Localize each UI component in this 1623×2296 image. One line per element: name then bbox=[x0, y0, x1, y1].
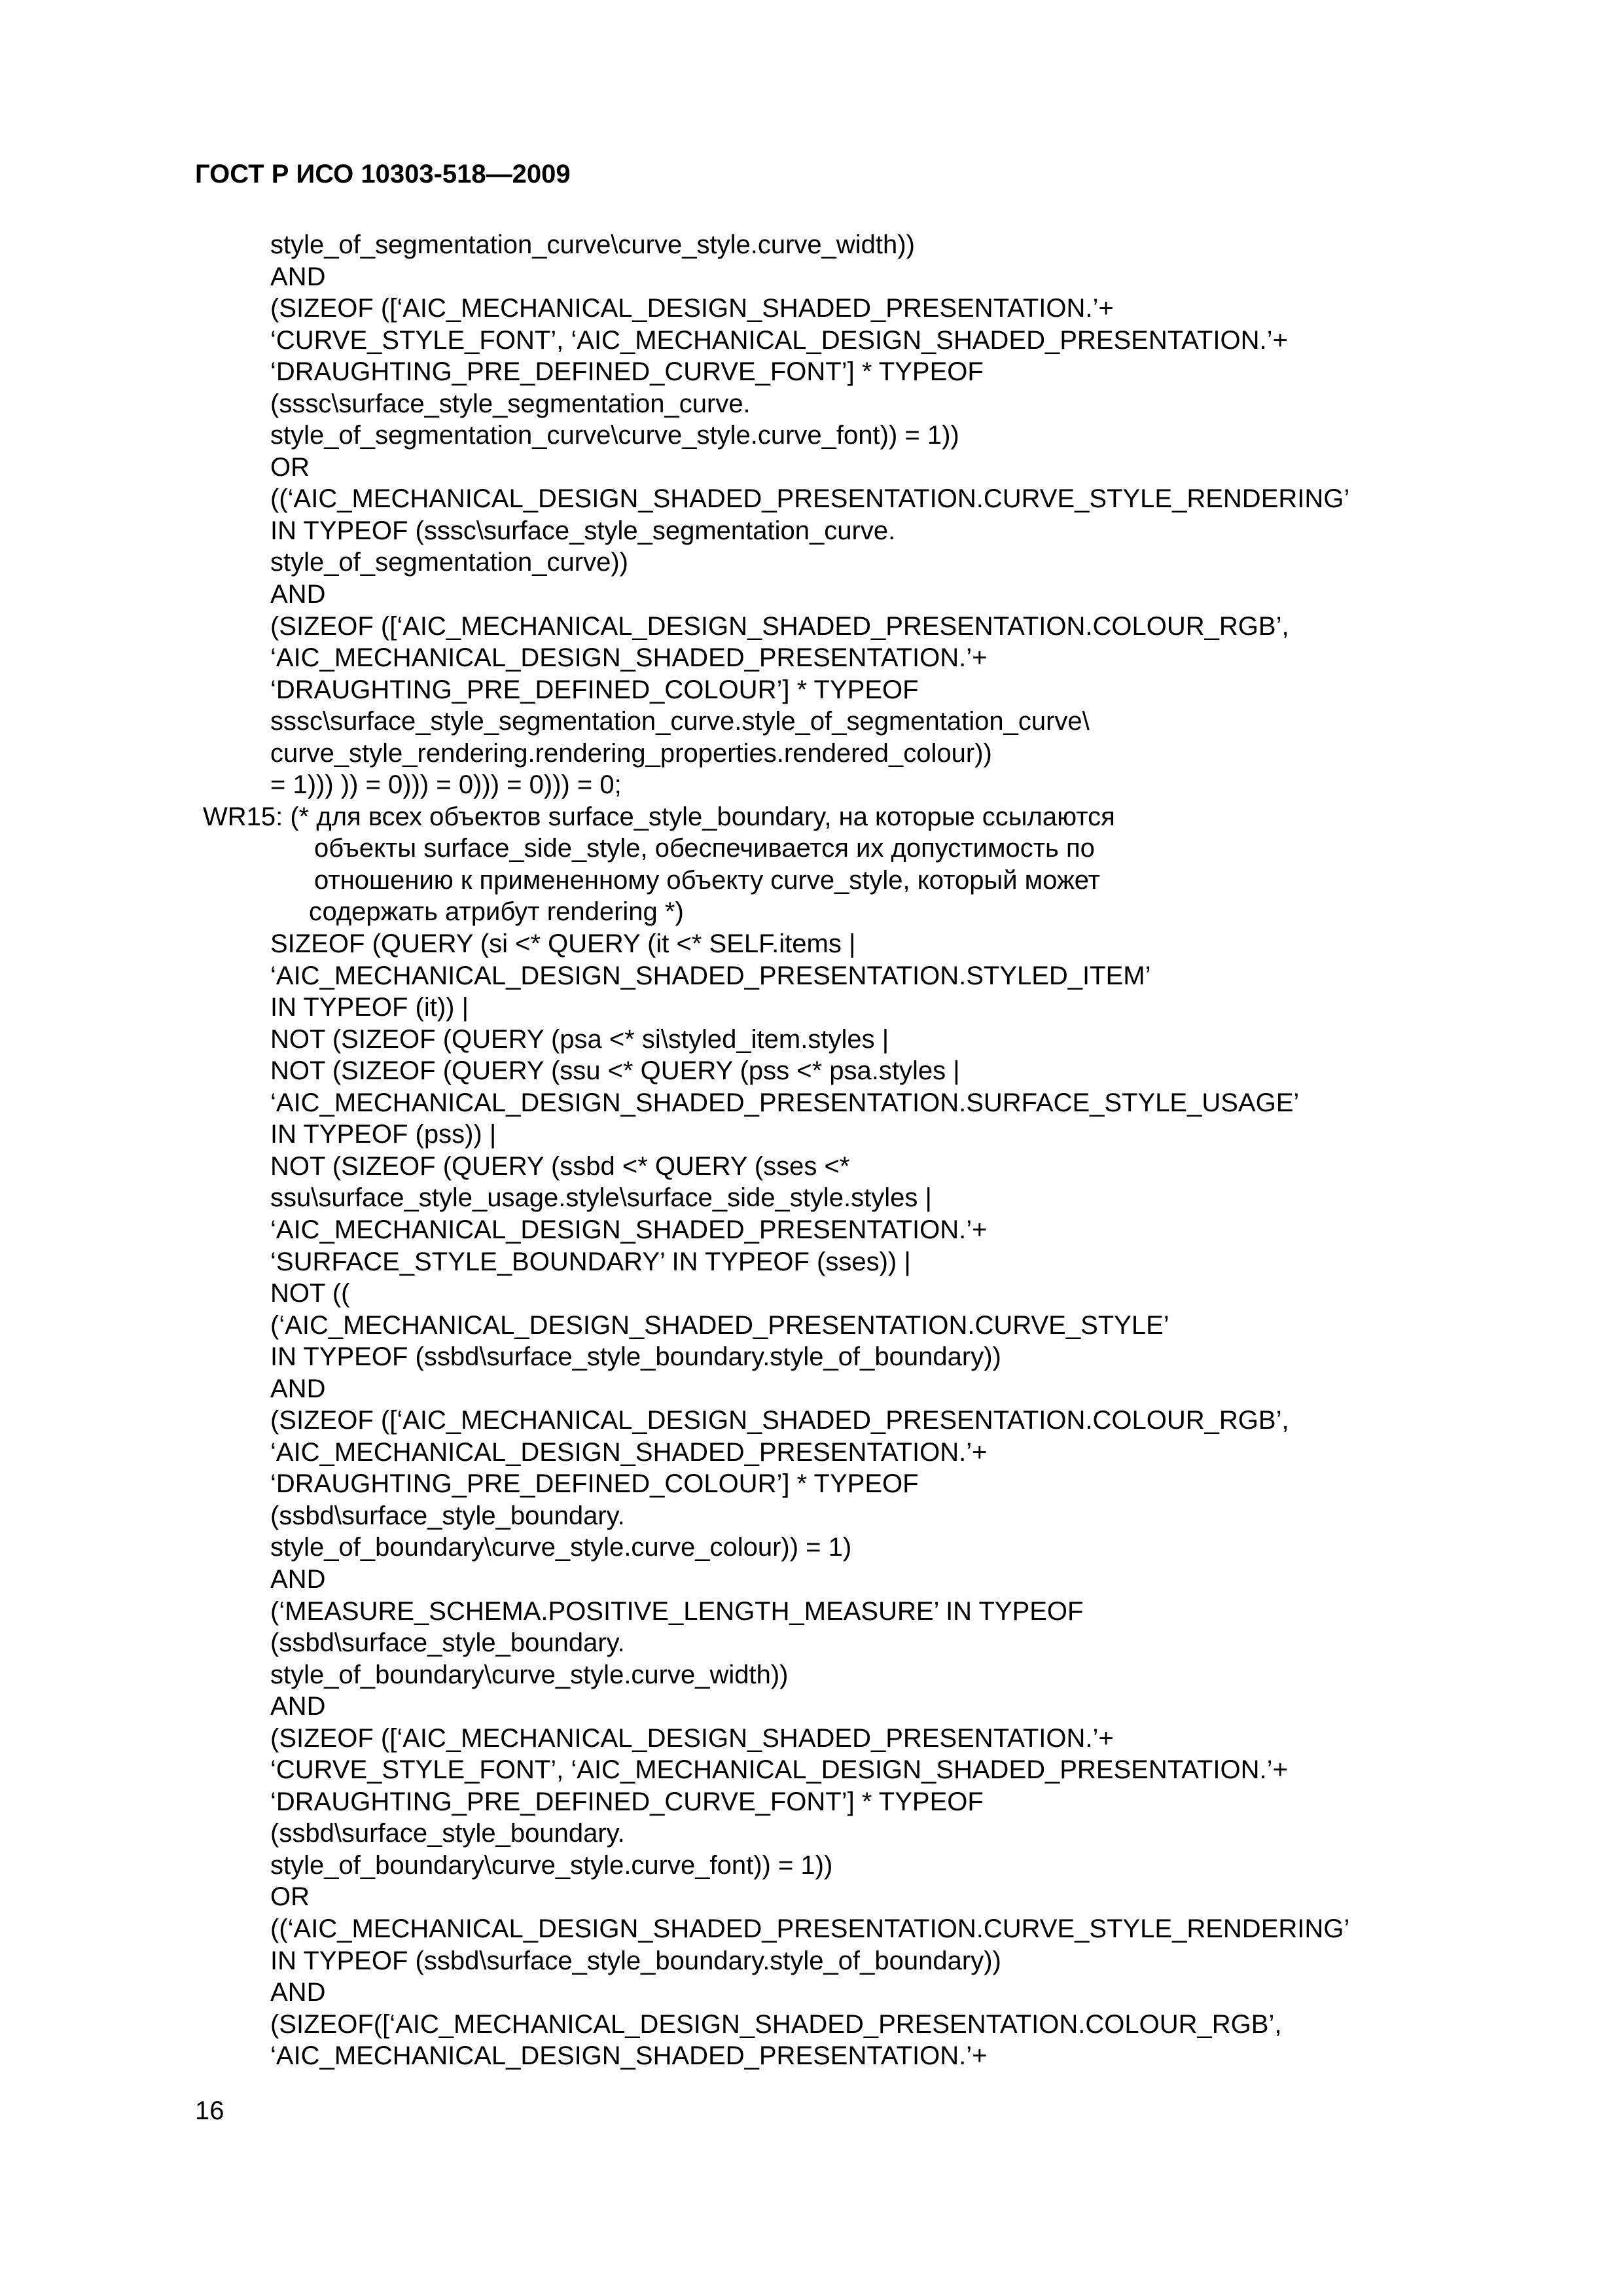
code-line: IN TYPEOF (ssbd\surface_style_boundary.style_of_boundary)) bbox=[270, 1946, 1001, 1975]
code-line: (ssbd\surface_style_boundary. bbox=[270, 1628, 625, 1658]
code-line: style_of_segmentation_curve\curve_style.curve_width)) bbox=[270, 230, 915, 259]
page-number: 16 bbox=[195, 2096, 224, 2125]
code-line: IN TYPEOF (it)) | bbox=[270, 993, 469, 1022]
code-line: (ssbd\surface_style_boundary. bbox=[270, 1819, 625, 1848]
code-line: AND bbox=[270, 1564, 326, 1594]
code-line: (SIZEOF ([‘AIC_MECHANICAL_DESIGN_SHADED_PRESENTATION.COLOUR_RGB’, bbox=[270, 611, 1289, 641]
code-line: OR bbox=[270, 452, 310, 482]
code-line: ((‘AIC_MECHANICAL_DESIGN_SHADED_PRESENTATION.CURVE_STYLE_RENDERING’ bbox=[270, 1914, 1350, 1943]
code-line: SIZEOF (QUERY (si <* QUERY (it <* SELF.items | bbox=[270, 929, 856, 959]
code-line: ((‘AIC_MECHANICAL_DESIGN_SHADED_PRESENTATION.CURVE_STYLE_RENDERING’ bbox=[270, 484, 1350, 514]
code-line: sssc\surface_style_segmentation_curve.style_of_segmentation_curve\ bbox=[270, 707, 1090, 736]
code-line: (SIZEOF ([‘AIC_MECHANICAL_DESIGN_SHADED_PRESENTATION.COLOUR_RGB’, bbox=[270, 1406, 1289, 1435]
code-line: IN TYPEOF (pss)) | bbox=[270, 1120, 497, 1149]
code-line: AND bbox=[270, 262, 326, 291]
code-line: AND bbox=[270, 580, 326, 609]
comment-line: отношению к примененному объекту curve_style, который может bbox=[314, 865, 1100, 895]
code-line: AND bbox=[270, 1374, 326, 1403]
code-line: ‘DRAUGHTING_PRE_DEFINED_CURVE_FONT’] * TYPEOF bbox=[270, 357, 984, 387]
code-line: ‘AIC_MECHANICAL_DESIGN_SHADED_PRESENTATION.’+ bbox=[270, 1437, 988, 1467]
code-line: (‘MEASURE_SCHEMA.POSITIVE_LENGTH_MEASURE’ IN TYPEOF bbox=[270, 1596, 1084, 1626]
code-line: NOT (SIZEOF (QUERY (ssu <* QUERY (pss <* psa.styles | bbox=[270, 1056, 960, 1086]
comment-line: содержать атрибут rendering *) bbox=[309, 897, 684, 927]
code-line: (SIZEOF ([‘AIC_MECHANICAL_DESIGN_SHADED_PRESENTATION.’+ bbox=[270, 294, 1114, 323]
code-line: OR bbox=[270, 1882, 310, 1912]
code-line: ‘CURVE_STYLE_FONT’, ‘AIC_MECHANICAL_DESIGN_SHADED_PRESENTATION.’+ bbox=[270, 325, 1288, 355]
code-line: = 1))) )) = 0))) = 0))) = 0))) = 0; bbox=[270, 770, 622, 800]
code-line: (sssc\surface_style_segmentation_curve. bbox=[270, 389, 751, 418]
code-line: ‘AIC_MECHANICAL_DESIGN_SHADED_PRESENTATION.STYLED_ITEM’ bbox=[270, 961, 1151, 990]
code-line: ‘SURFACE_STYLE_BOUNDARY’ IN TYPEOF (sses)) | bbox=[270, 1247, 911, 1276]
code-line: AND bbox=[270, 1692, 326, 1721]
code-line: ‘DRAUGHTING_PRE_DEFINED_COLOUR’] * TYPEOF bbox=[270, 675, 919, 704]
code-line: ‘AIC_MECHANICAL_DESIGN_SHADED_PRESENTATION.’+ bbox=[270, 1215, 988, 1244]
code-line: curve_style_rendering.rendering_properties.rendered_colour)) bbox=[270, 738, 992, 768]
code-line: ‘AIC_MECHANICAL_DESIGN_SHADED_PRESENTATION.SURFACE_STYLE_USAGE’ bbox=[270, 1088, 1300, 1117]
rule-label-line: WR15: (* для всех объектов surface_style_boundary, на которые ссылаются bbox=[203, 802, 1115, 831]
code-line: style_of_boundary\curve_style.curve_colour)) = 1) bbox=[270, 1533, 852, 1562]
code-line: IN TYPEOF (ssbd\surface_style_boundary.style_of_boundary)) bbox=[270, 1342, 1001, 1372]
code-line: ‘DRAUGHTING_PRE_DEFINED_CURVE_FONT’] * TYPEOF bbox=[270, 1787, 984, 1816]
code-line: style_of_boundary\curve_style.curve_width)) bbox=[270, 1660, 789, 1689]
comment-line: объекты surface_side_style, обеспечивается их допустимость по bbox=[314, 834, 1095, 863]
code-line: style_of_segmentation_curve)) bbox=[270, 548, 628, 577]
express-code-block bbox=[0, 229, 1623, 2072]
code-line: ‘CURVE_STYLE_FONT’, ‘AIC_MECHANICAL_DESIGN_SHADED_PRESENTATION.’+ bbox=[270, 1755, 1288, 1785]
code-line: ssu\surface_style_usage.style\surface_side_style.styles | bbox=[270, 1183, 932, 1213]
code-line: ‘AIC_MECHANICAL_DESIGN_SHADED_PRESENTATION.’+ bbox=[270, 2041, 988, 2071]
code-line: style_of_boundary\curve_style.curve_font)) = 1)) bbox=[270, 1850, 833, 1880]
code-line: ‘DRAUGHTING_PRE_DEFINED_COLOUR’] * TYPEOF bbox=[270, 1469, 919, 1499]
code-line: style_of_segmentation_curve\curve_style.curve_font)) = 1)) bbox=[270, 421, 959, 450]
code-line: (‘AIC_MECHANICAL_DESIGN_SHADED_PRESENTATION.CURVE_STYLE’ bbox=[270, 1310, 1169, 1340]
document-header: ГОСТ Р ИСО 10303-518—2009 bbox=[195, 160, 571, 188]
code-line: (ssbd\surface_style_boundary. bbox=[270, 1501, 625, 1530]
code-line: NOT (( bbox=[270, 1279, 350, 1308]
code-line: (SIZEOF([‘AIC_MECHANICAL_DESIGN_SHADED_PRESENTATION.COLOUR_RGB’, bbox=[270, 2009, 1282, 2039]
code-line: AND bbox=[270, 1978, 326, 2007]
code-line: NOT (SIZEOF (QUERY (ssbd <* QUERY (sses <* bbox=[270, 1151, 850, 1181]
code-line: (SIZEOF ([‘AIC_MECHANICAL_DESIGN_SHADED_PRESENTATION.’+ bbox=[270, 1723, 1114, 1753]
code-line: IN TYPEOF (sssc\surface_style_segmentation_curve. bbox=[270, 516, 896, 545]
code-line: ‘AIC_MECHANICAL_DESIGN_SHADED_PRESENTATION.’+ bbox=[270, 643, 988, 673]
code-line: NOT (SIZEOF (QUERY (psa <* si\styled_item.styles | bbox=[270, 1024, 889, 1054]
